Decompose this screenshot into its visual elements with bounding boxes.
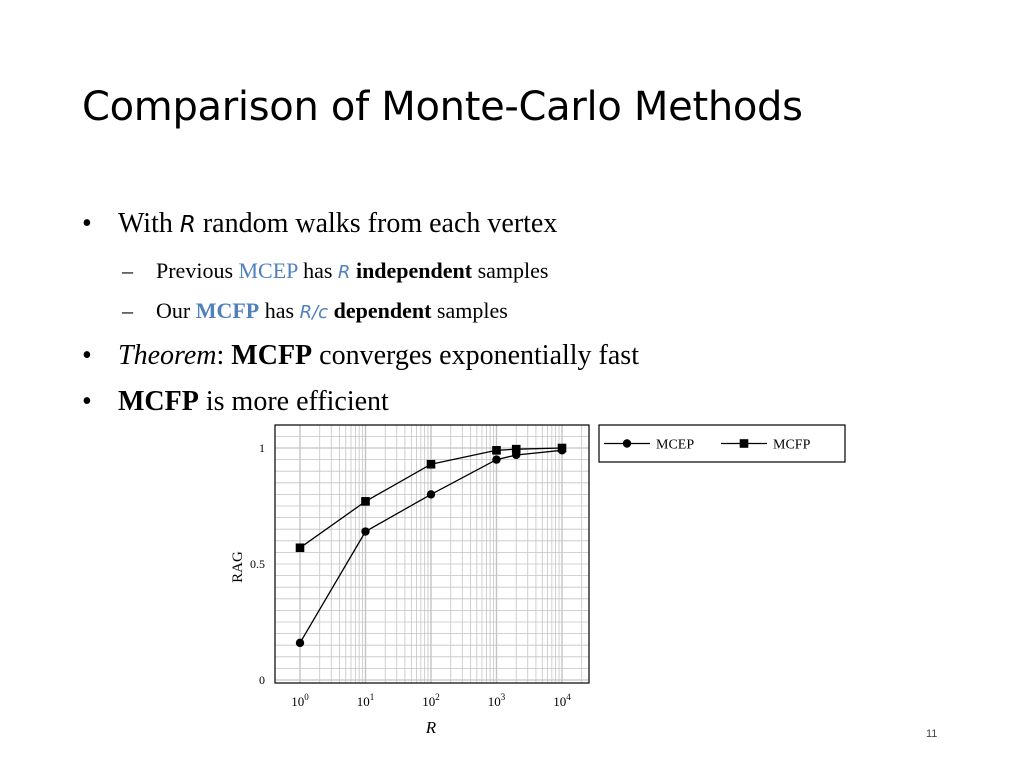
- x-tick-label: [291, 692, 309, 709]
- method-name-mcep: MCEP: [238, 258, 298, 283]
- emphasis-dependent: dependent: [333, 298, 432, 323]
- x-tick-base: 10: [553, 694, 567, 709]
- x-tick-base: 10: [356, 694, 370, 709]
- rag-vs-r-chart: [200, 415, 860, 745]
- x-axis-label: R: [425, 718, 437, 737]
- colon-text: :: [216, 340, 232, 371]
- x-tick-exponent: 2: [435, 692, 440, 702]
- legend-marker-mcfp: [740, 439, 749, 448]
- emphasis-independent: independent: [355, 258, 473, 283]
- theorem-label: Theorem: [118, 340, 217, 371]
- y-axis-label: RAG: [230, 551, 246, 583]
- bullet-marker: •: [82, 340, 92, 371]
- page-number: 11: [926, 728, 938, 740]
- method-name-mcfp: MCFP: [195, 298, 260, 323]
- chart-legend: [599, 425, 845, 462]
- bullet-efficiency: [82, 386, 389, 418]
- sub-bullet-text: has: [259, 298, 300, 323]
- method-name-mcfp: MCFP: [231, 340, 313, 371]
- legend-label-mcep: MCEP: [656, 437, 695, 453]
- sub-bullet-marker: –: [122, 258, 133, 283]
- sub-bullet-marker: –: [122, 298, 133, 323]
- sub-bullet-text: samples: [472, 258, 549, 283]
- x-tick-exponent: 0: [304, 692, 309, 702]
- data-point-mcep: [492, 455, 500, 463]
- data-point-mcep: [427, 490, 435, 498]
- y-tick-label: 0.5: [250, 557, 265, 571]
- bullet-random-walks: [82, 208, 557, 240]
- legend-marker-mcep: [623, 439, 631, 447]
- data-point-mcfp: [558, 444, 567, 453]
- data-point-mcep: [361, 527, 369, 535]
- bullet-theorem: [82, 340, 639, 372]
- x-tick-label: [488, 692, 506, 709]
- data-point-mcfp: [492, 446, 501, 455]
- method-name-mcfp: MCFP: [118, 386, 199, 417]
- data-point-mcfp: [296, 543, 305, 552]
- sub-bullet-mcfp: [122, 298, 508, 324]
- x-tick-exponent: 4: [566, 692, 571, 702]
- data-point-mcfp: [427, 460, 436, 469]
- variable-r-over-c: R/c: [299, 302, 329, 323]
- x-tick-base: 10: [291, 694, 305, 709]
- x-tick-base: 10: [422, 694, 436, 709]
- y-tick-label: 0: [259, 673, 265, 687]
- variable-r: R: [179, 212, 196, 238]
- y-tick-label: 1: [259, 441, 265, 455]
- bullet-text: With: [118, 208, 180, 239]
- x-tick-exponent: 3: [500, 692, 506, 702]
- bullet-text: is more efficient: [198, 386, 389, 417]
- sub-bullet-mcep: [122, 258, 549, 284]
- variable-r: R: [337, 262, 351, 283]
- data-point-mcfp: [361, 497, 370, 506]
- sub-bullet-text: samples: [431, 298, 508, 323]
- x-tick-base: 10: [487, 694, 501, 709]
- data-point-mcfp: [512, 445, 521, 454]
- x-tick-exponent: 1: [369, 692, 375, 702]
- x-tick-label: [422, 692, 440, 709]
- sub-bullet-text: has: [297, 258, 338, 283]
- slide-title: Comparison of Monte-Carlo Methods: [82, 84, 803, 130]
- x-tick-label: [553, 692, 571, 709]
- bullet-marker: •: [82, 208, 92, 239]
- bullet-marker: •: [82, 386, 92, 417]
- bullet-text: random walks from each vertex: [195, 208, 558, 239]
- data-point-mcep: [296, 639, 304, 647]
- legend-label-mcfp: MCFP: [773, 437, 811, 453]
- sub-bullet-text: Our: [156, 298, 196, 323]
- x-tick-label: [357, 692, 375, 709]
- bullet-text: converges exponentially fast: [312, 340, 639, 371]
- sub-bullet-text: Previous: [156, 258, 239, 283]
